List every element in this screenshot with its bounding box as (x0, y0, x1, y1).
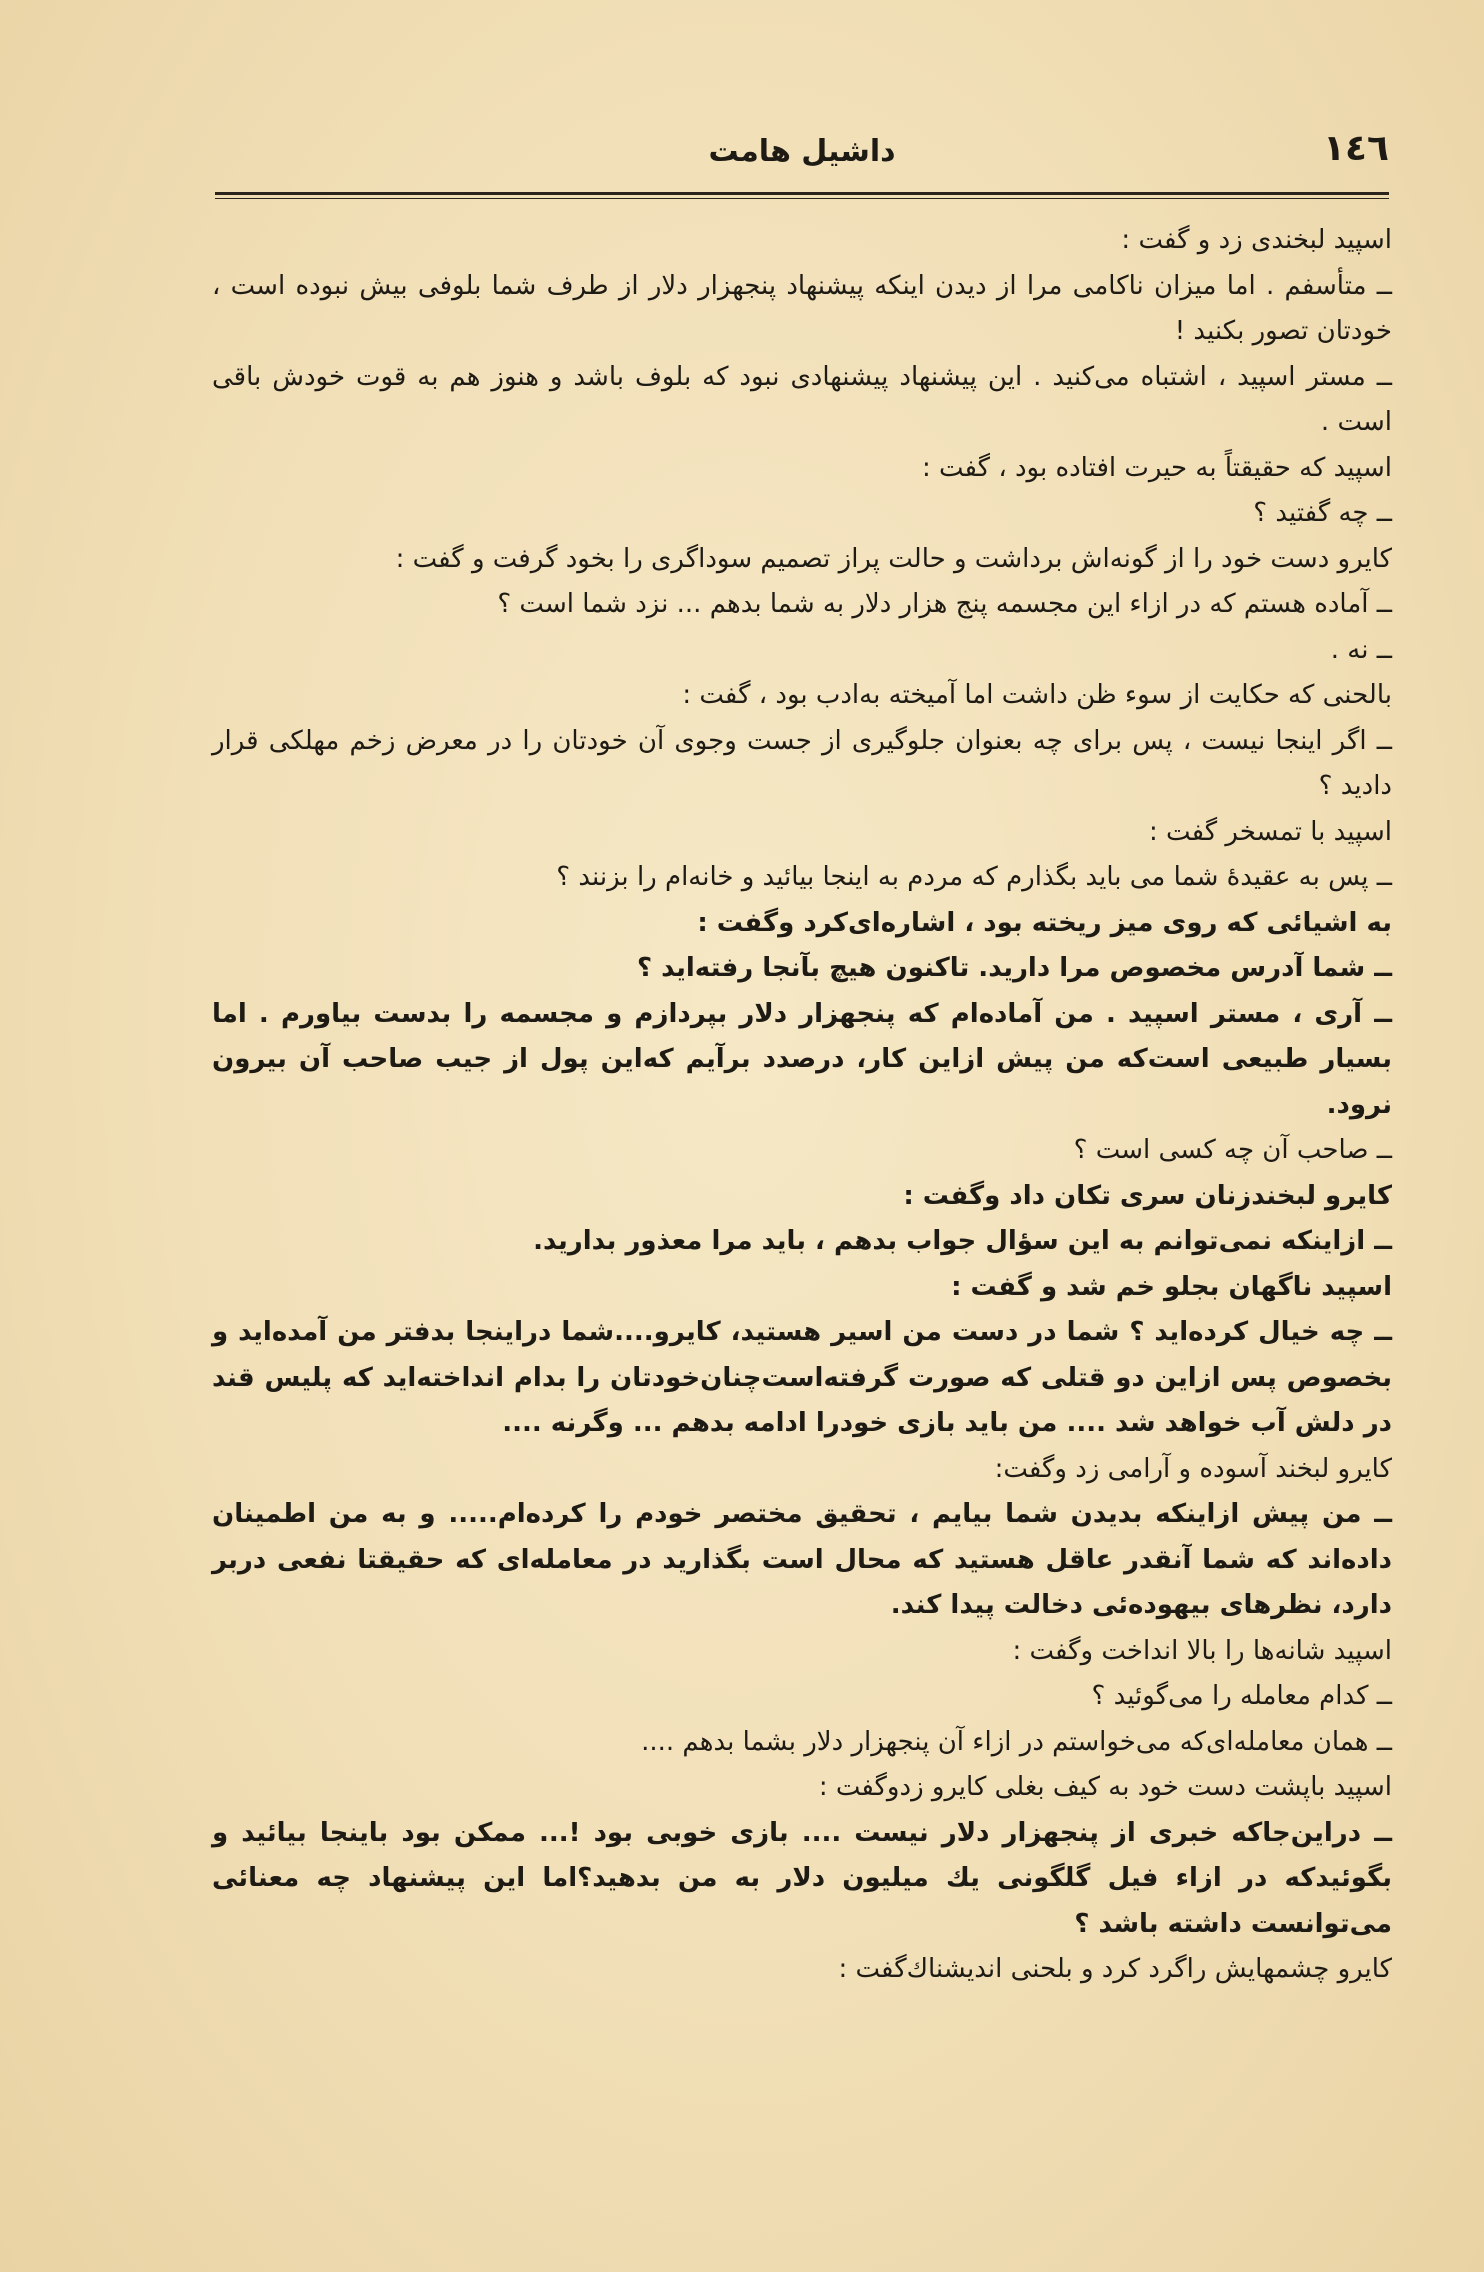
paragraph: ــ صاحب آن چه کسی است ؟ (1073, 1135, 1392, 1165)
paragraph: ــ کدام معامله را می‌گوئید ؟ (1091, 1681, 1392, 1711)
paragraph: اسپید باپشت دست خود به کیف بغلی کایرو زدوگفت : (818, 1772, 1392, 1802)
page-header (215, 128, 1389, 188)
paragraph: کایرو چشمهایش راگرد کرد و بلحنی اندیشناك‌گفت : (838, 1954, 1392, 1984)
paragraph: ــ آری ، مستر اسپید . من آماده‌ام که پنجهزار دلار بپردازم و مجسمه را بدست بیاورم . اما بسیار طبیعی است‌که من پیش ازاین کار، درصدد برآیم که‌این پول از جیب صاحب آن بیرون نرود. (212, 998, 1392, 1120)
paragraph: ــ متأسفم . اما میزان ناکامی مرا از دیدن اینکه پیشنهاد پنجهزار دلار از طرف شما بلوفی بیش نبوده است ، خودتان تصور بکنید ! (212, 270, 1392, 346)
paragraph: کایرو دست خود را از گونه‌اش برداشت و حالت پراز تصمیم سوداگری را بخود گرفت و گفت : (395, 543, 1392, 574)
paragraph: ــ نه . (1330, 634, 1392, 665)
paragraph: ــ چه گفتید ؟ (1253, 498, 1392, 528)
paragraph: ــ آماده هستم که در ازاء این مجسمه پنج هزار دلار به شما بدهم ... نزد شما است ؟ (497, 589, 1392, 619)
paragraph: بالحنی که حکایت از سوء ظن داشت اما آمیخته به‌ادب بود ، گفت : (682, 680, 1392, 710)
paragraph: اسپید شانه‌ها را بالا انداخت وگفت : (1012, 1635, 1392, 1666)
header-rule (215, 192, 1389, 199)
paragraph: ــ چه خیال کرده‌اید ؟ شما در دست من اسیر هستید، کایرو....شما دراینجا بدفتر من آمده‌اید و بخصوص پس ازاین دو قتلی که صورت گرفته‌است‌چنان‌خودتان را بدام انداخته‌اید که پلیس قند در دلش آب خواهد شد .... من باید بازی خودرا ادامه بدهم ... وگرنه .... (212, 1317, 1392, 1438)
paragraph: اسپید ناگهان بجلو خم شد و گفت : (951, 1271, 1392, 1302)
paragraph: ــ مستر اسپید ، اشتباه می‌کنید . این پیشنهاد پیشنهادی نبود که بلوف باشد و هنوز هم به قوت خودش باقی است . (212, 361, 1392, 437)
paragraph: ــ اگر اینجا نیست ، پس برای چه بعنوان جلوگیری از جست وجوی آن خودتان را در معرض زخم مهلکی قرار دادید ؟ (212, 725, 1392, 801)
paragraph: ــ من پیش ازاینکه بدیدن شما بیایم ، تحقیق مختصر خودم را کرده‌ام..... و به من اطمینان داده‌اند که شما آنقدر عاقل هستید که محال است بگذارید در معامله‌ای که حقیقتا نفعی دربر دارد، نظرهای بیهوده‌ئی دخالت پیدا کند. (212, 1499, 1392, 1620)
paragraph: ــ پس به عقیدهٔ شما می باید بگذارم که مردم به اینجا بیائید و خانه‌ام را بزنند ؟ (556, 862, 1392, 892)
paragraph: اسپید لبخندی زد و گفت : (1121, 225, 1392, 255)
paragraph: ــ ازاینکه نمی‌توانم به این سؤال جواب بدهم ، باید مرا معذور بدارید. (533, 1226, 1392, 1256)
paragraph: ــ شما آدرس مخصوص مرا دارید. تاکنون هیچ بآنجا رفته‌اید ؟ (636, 953, 1392, 983)
paragraph: کایرو لبخندزنان سری تکان داد وگفت : (903, 1180, 1392, 1211)
paragraph: اسپید با تمسخر گفت : (1149, 816, 1392, 847)
paragraph: اسپید که حقیقتاً به حیرت افتاده بود ، گفت : (921, 452, 1392, 483)
paragraph: به اشیائی که روی میز ریخته بود ، اشاره‌ای‌کرد وگفت : (697, 907, 1392, 938)
page-number: ١٤٦ (1323, 128, 1389, 169)
body-text (212, 218, 1392, 1993)
paragraph: کایرو لبخند آسوده و آرامی زد وگفت: (994, 1453, 1392, 1484)
paragraph: ــ همان معامله‌ای‌که می‌خواستم در ازاء آن پنجهزار دلار بشما بدهم .... (641, 1726, 1392, 1757)
running-title: داشیل هامت (708, 134, 896, 169)
paragraph: ــ دراین‌جاکه خبری از پنجهزار دلار نیست .... بازی خوبی بود !... ممکن بود باینجا بیائید و بگوئیدکه در ازاء فیل گلگونی یك میلیون دلار به من بدهید؟اما این پیشنهاد چه معنائی می‌توانست داشته باشد ؟ (212, 1817, 1392, 1939)
